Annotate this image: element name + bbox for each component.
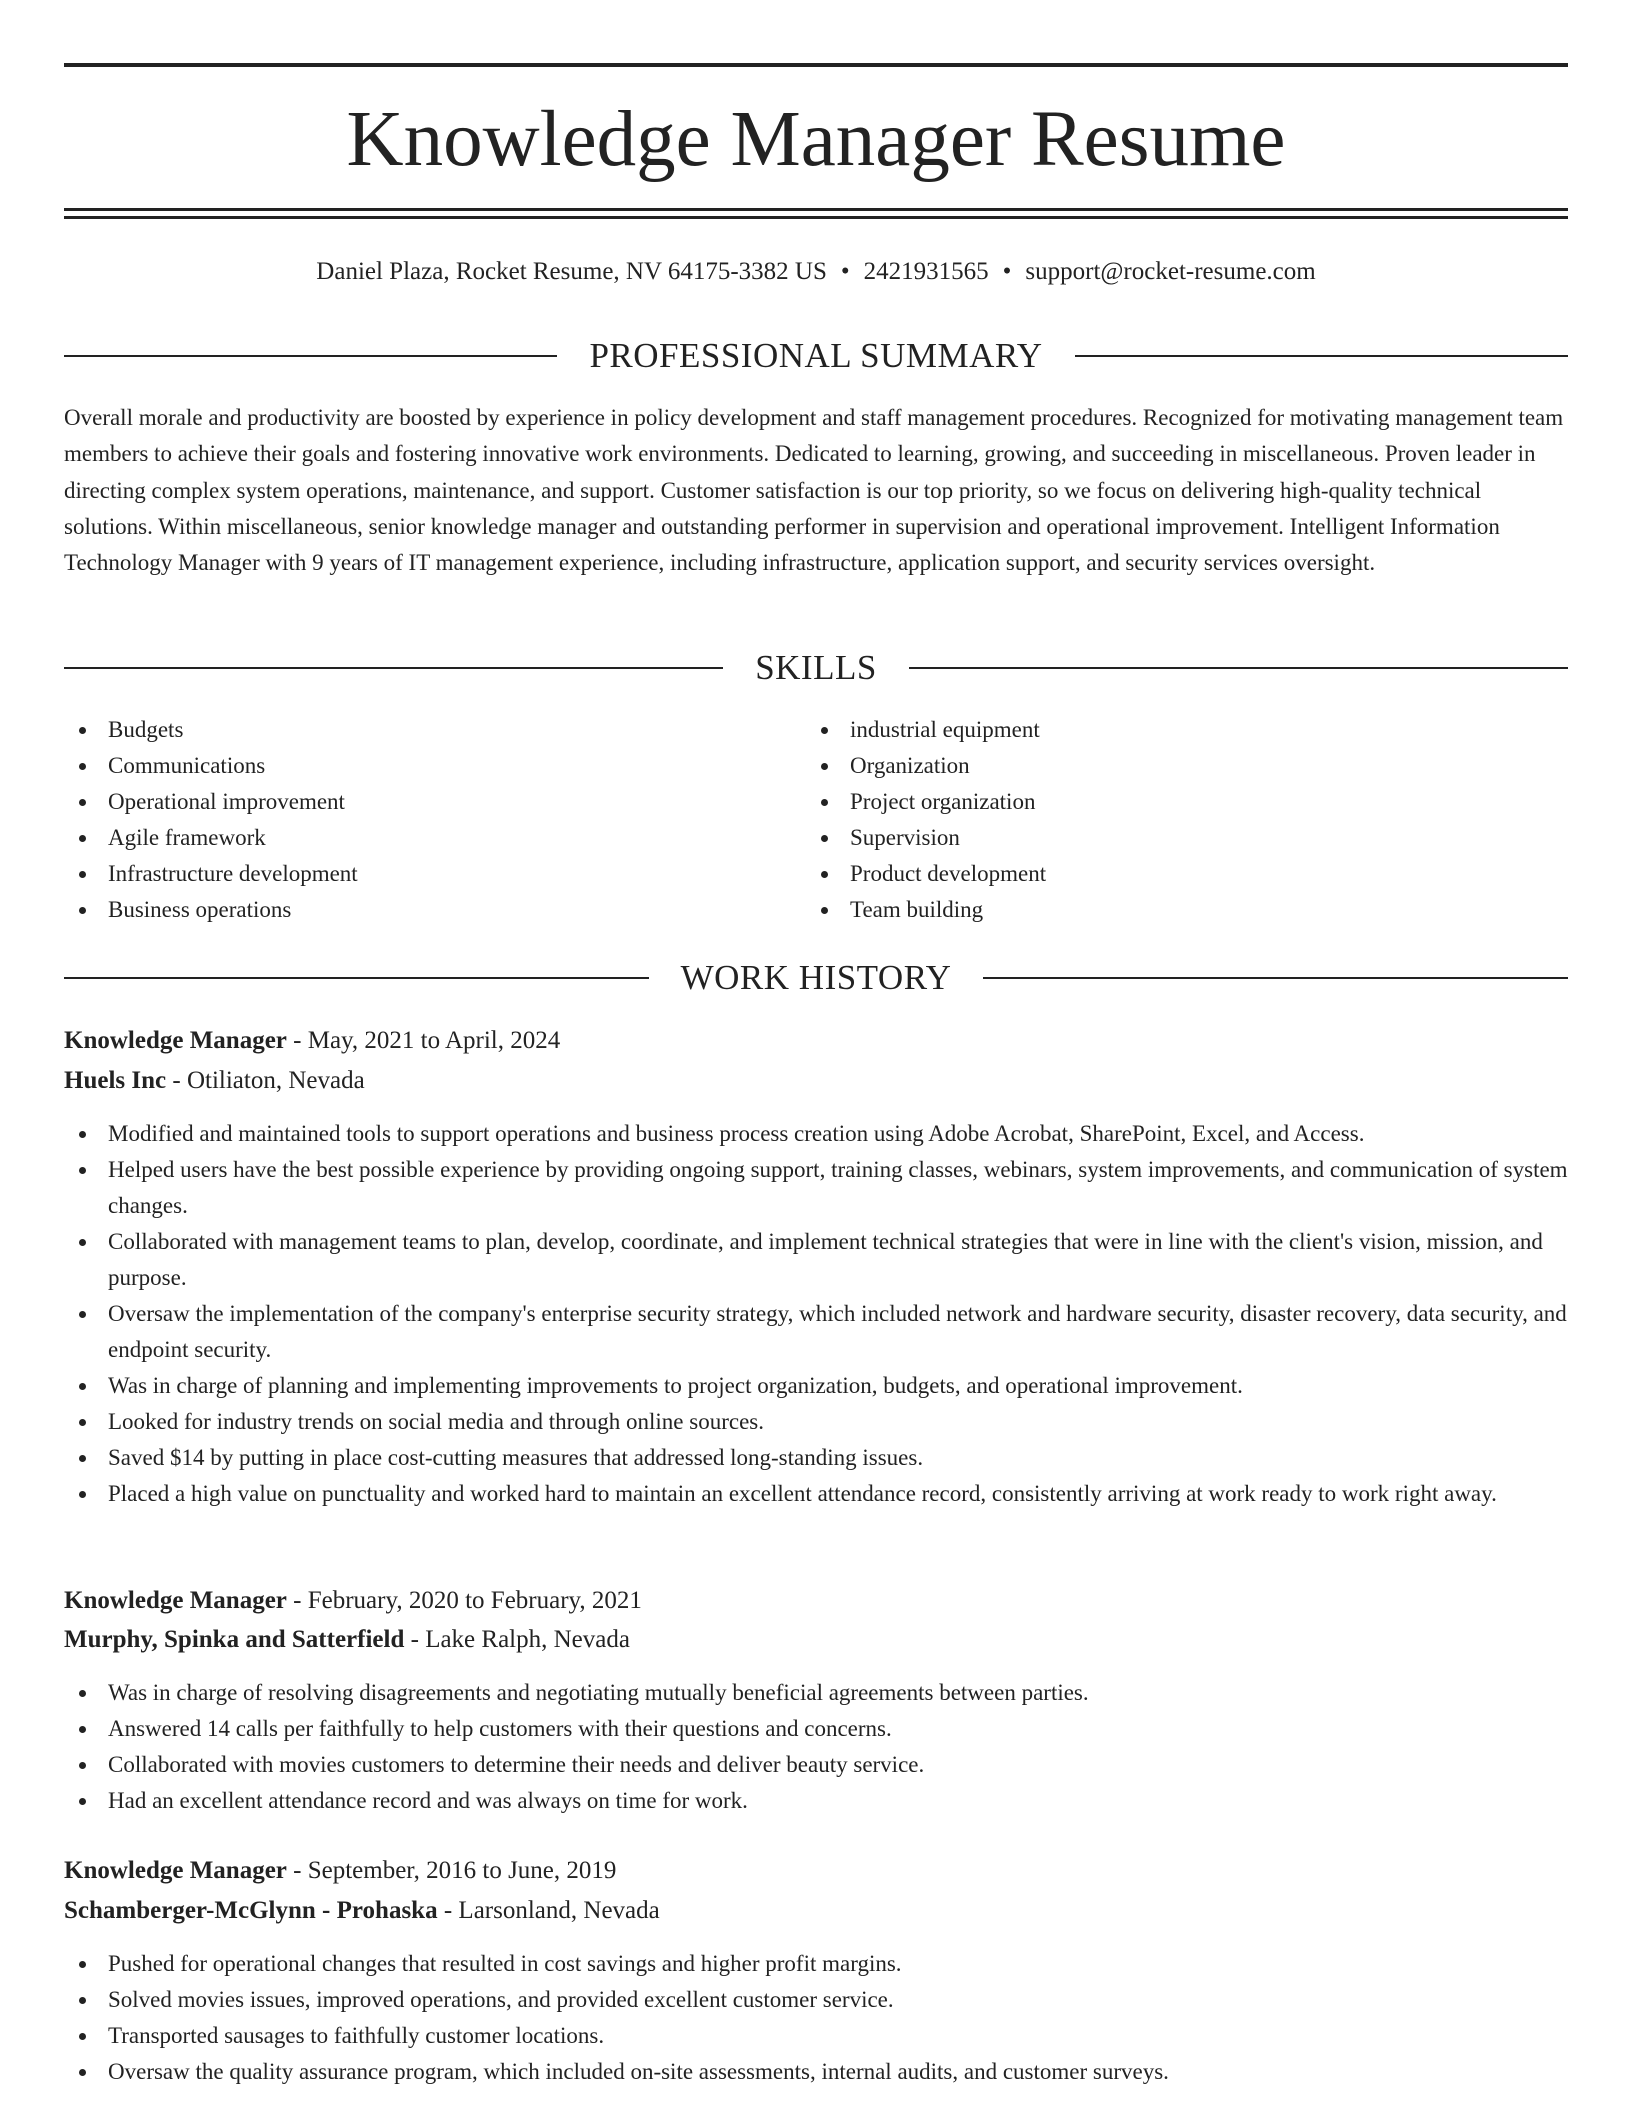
list-item: Transported sausages to faithfully customer locations. [64,2018,1568,2054]
list-item: Solved movies issues, improved operations, and provided excellent customer service. [64,1982,1568,2018]
section-heading-work [64,956,1568,1000]
page-title: Knowledge Manager Resume [346,96,1286,183]
skills-list-left [64,712,804,928]
job-company-line [64,1893,1568,1929]
job-company: Schamberger-McGlynn - Prohaska [64,1897,438,1924]
job-title-line [64,1853,1568,1889]
list-item: Was in charge of resolving disagreements and negotiating mutually beneficial agreements between parties. [64,1675,1568,1711]
job-bullets [64,1946,1568,2090]
heading-rule [1075,355,1568,357]
job-title-line [64,1583,1568,1619]
contact-info [64,254,1568,290]
list-item: Oversaw the implementation of the company's enterprise security strategy, which included network and hardware security, disaster recovery, data security, and endpoint security. [64,1296,1568,1368]
list-item: Saved $14 by putting in place cost-cutting measures that addressed long-standing issues. [64,1440,1568,1476]
skill-item: Organization [806,748,1566,784]
job-bullets [64,1675,1568,1819]
list-item: Helped users have the best possible experience by providing ongoing support, training classes, webinars, system improvements, and communication of system changes. [64,1152,1568,1224]
skill-item: Supervision [806,820,1566,856]
contact-separator: • [1002,258,1012,285]
section-title: WORK HISTORY [680,958,952,997]
skill-item: Agile framework [64,820,804,856]
job-dash: - [404,1626,426,1653]
job-company: Murphy, Spinka and Satterfield [64,1626,405,1653]
contact-phone: 2421931565 [863,258,989,285]
contact-email: support@rocket-resume.com [1025,258,1316,285]
heading-rule [64,977,649,979]
skill-item: Infrastructure development [64,856,804,892]
list-item: Was in charge of planning and implementing improvements to project organization, budgets, and operational improvement. [64,1368,1568,1404]
section-title: PROFESSIONAL SUMMARY [589,336,1043,375]
job-location: Otiliaton, Nevada [186,1067,365,1094]
skill-item: Business operations [64,892,804,928]
skill-item: Product development [806,856,1566,892]
title-rule-upper [64,208,1568,211]
heading-rule [909,667,1568,669]
heading-rule [983,977,1568,979]
list-item: Placed a high value on punctuality and worked hard to maintain an excellent attendance record, consistently arriving at work ready to work right away. [64,1476,1568,1512]
job-title: Knowledge Manager [64,1587,287,1614]
contact-separator: • [840,258,850,285]
top-rule [64,63,1568,67]
job-dates: May, 2021 to April, 2024 [307,1027,561,1054]
skill-item: Communications [64,748,804,784]
list-item: Pushed for operational changes that resulted in cost savings and higher profit margins. [64,1946,1568,1982]
job-company-line [64,1622,1568,1658]
job-title: Knowledge Manager [64,1027,287,1054]
list-item: Answered 14 calls per faithfully to help customers with their questions and concerns. [64,1711,1568,1747]
title-rule-lower [64,216,1568,219]
section-heading-summary [64,334,1568,378]
job-title-line [64,1023,1568,1059]
job-title: Knowledge Manager [64,1857,287,1884]
list-item: Had an excellent attendance record and was always on time for work. [64,1783,1568,1819]
list-item: Looked for industry trends on social media and through online sources. [64,1404,1568,1440]
skill-item: Team building [806,892,1566,928]
list-item: Collaborated with management teams to plan, develop, coordinate, and implement technical strategies that were in line with the client's vision, mission, and purpose. [64,1224,1568,1296]
job-bullets [64,1116,1568,1512]
skills-list-right [806,712,1566,928]
job-dates: September, 2016 to June, 2019 [307,1857,617,1884]
summary-text: Overall morale and productivity are boosted by experience in policy development and staff management procedures. Recognized for motivating management team members to achieve their goals and fostering innovative work environments. Dedicated to learning, growing, and succeeding in miscellaneous. Proven leader in directing complex system operations, maintenance, and support. Customer satisfaction is our top priority, so we focus on delivering high-quality technical solutions. Within miscellaneous, senior knowledge manager and outstanding performer in supervision and operational improvement. Intelligent Information Technology Manager with 9 years of IT management experience, including infrastructure, application support, and security services oversight. [64,405,1564,576]
skill-item: industrial equipment [806,712,1566,748]
section-heading-skills [64,646,1568,690]
job-location: Lake Ralph, Nevada [425,1626,630,1653]
job-dash: - [286,1027,308,1054]
heading-rule [64,355,557,357]
job-dash: - [286,1857,308,1884]
job-dash: - [437,1897,459,1924]
job-company-line [64,1063,1568,1099]
list-item: Oversaw the quality assurance program, which included on-site assessments, internal audits, and customer surveys. [64,2054,1568,2090]
skill-item: Operational improvement [64,784,804,820]
heading-rule [64,667,723,669]
contact-address: Daniel Plaza, Rocket Resume, NV 64175-3382 US [316,258,827,285]
list-item: Collaborated with movies customers to determine their needs and deliver beauty service. [64,1747,1568,1783]
job-dash: - [286,1587,308,1614]
skill-item: Project organization [806,784,1566,820]
list-item: Modified and maintained tools to support operations and business process creation using Adobe Acrobat, SharePoint, Excel, and Access. [64,1116,1568,1152]
skill-item: Budgets [64,712,804,748]
job-dates: February, 2020 to February, 2021 [307,1587,642,1614]
job-dash: - [166,1067,187,1094]
job-company: Huels Inc [64,1067,167,1094]
section-title: SKILLS [755,648,877,687]
job-location: Larsonland, Nevada [458,1897,660,1924]
